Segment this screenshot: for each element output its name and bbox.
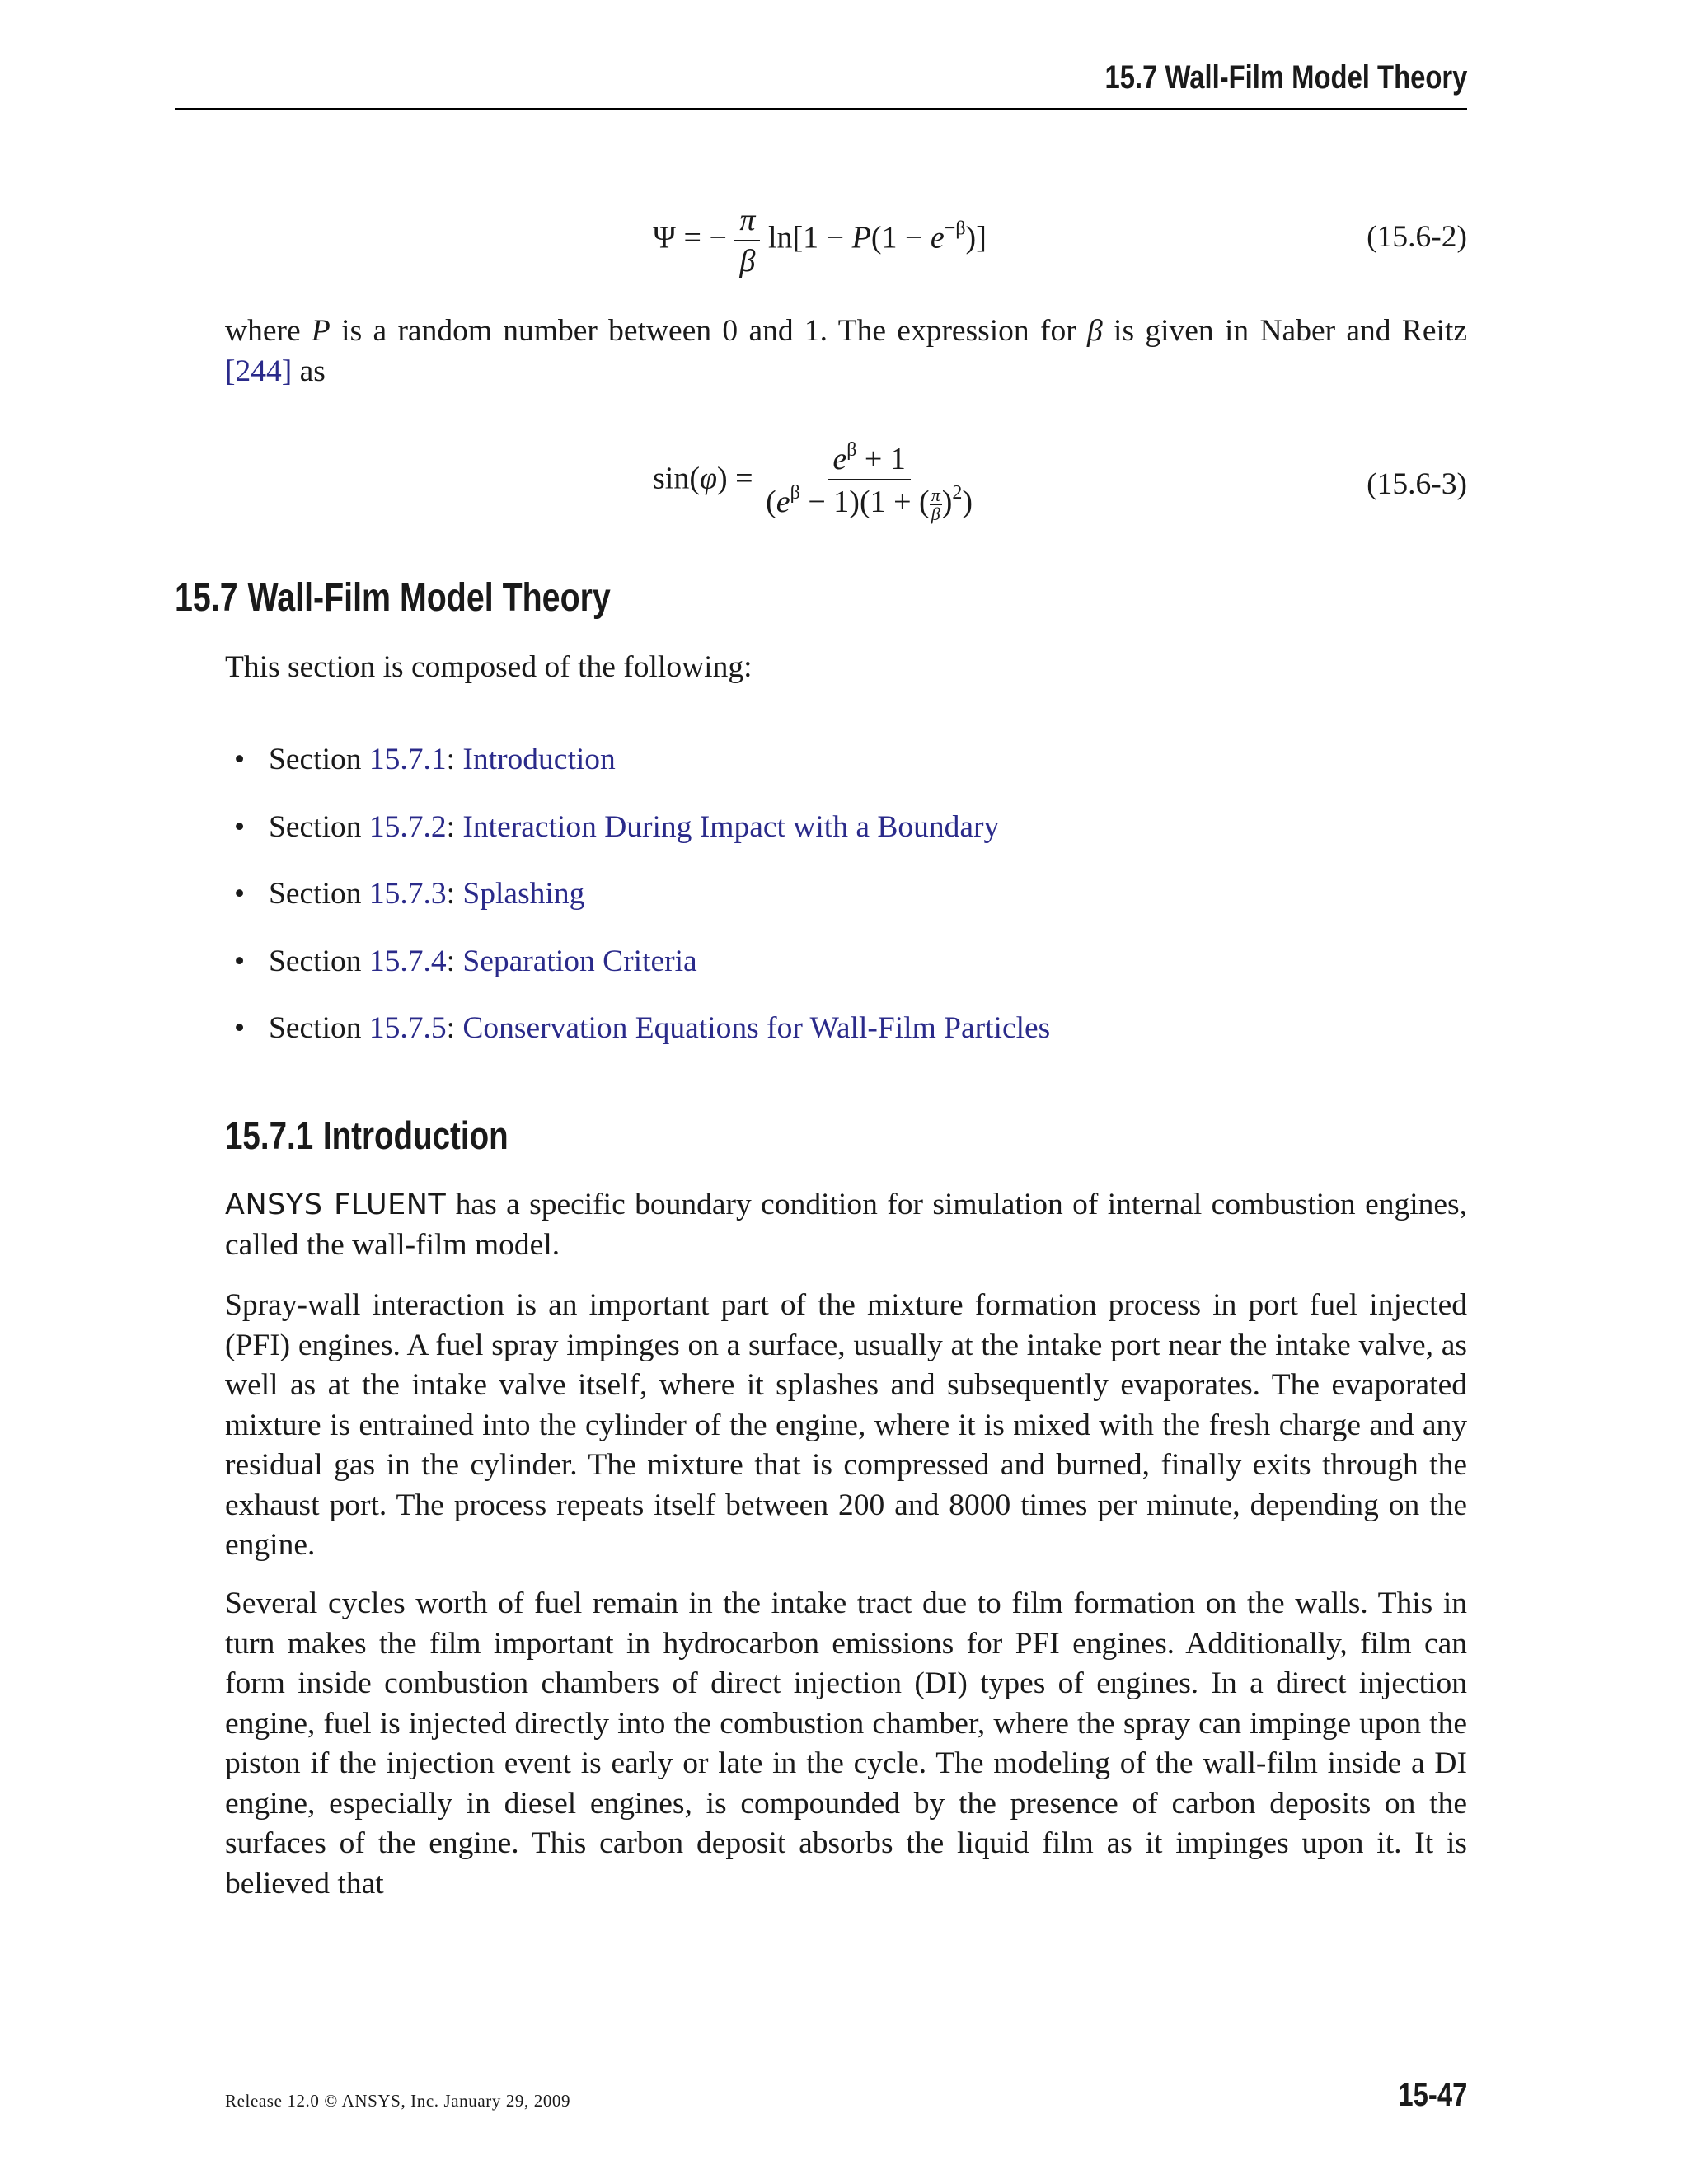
eq-frac-den — [761, 480, 978, 523]
eq-pi-over-beta — [930, 486, 942, 523]
subsection-heading — [225, 1113, 509, 1158]
toc-prefix: Section — [269, 809, 369, 844]
eq-fraction — [761, 439, 978, 523]
subsection-title: Introduction — [322, 1113, 509, 1157]
running-header-title: 15.7 Wall-Film Model Theory — [1104, 59, 1467, 96]
equation-number: (15.6-2) — [1367, 220, 1467, 254]
math-beta: β — [1087, 314, 1103, 348]
eq-den-c: ) — [941, 485, 953, 519]
toc-item: • Section 15.7.2: Interaction During Impact with a Boundary — [269, 809, 1050, 877]
toc-prefix: Section — [269, 877, 369, 911]
text: where — [225, 314, 312, 348]
eq-square: 2 — [952, 482, 963, 504]
toc-title-link[interactable]: Separation Criteria — [462, 944, 697, 978]
eq-rhs-c: )] — [965, 220, 987, 255]
paragraph-naber-reitz — [225, 312, 1467, 391]
eq-rhs-e: e — [930, 220, 945, 255]
footer-release: Release 12.0 © ANSYS, Inc. January 29, 2009 — [225, 2091, 571, 2111]
toc-item: • Section 15.7.4: Separation Criteria — [269, 944, 1050, 1011]
subsection-number: 15.7.1 — [225, 1113, 314, 1157]
eq-lhs: sin( — [653, 461, 700, 496]
math-p: P — [311, 314, 331, 348]
eq-frac-num: π — [734, 202, 760, 241]
product-name: ANSYS FLUENT — [225, 1188, 447, 1221]
toc-prefix: Section — [269, 1011, 369, 1045]
toc-item: • Section 15.7.1: Introduction — [269, 742, 1050, 809]
eq-lhs: Ψ = − — [653, 220, 727, 255]
toc-number-link[interactable]: 15.7.5 — [368, 1011, 447, 1045]
eq-e: e — [776, 485, 790, 519]
section-title: Wall-Film Model Theory — [247, 576, 611, 620]
toc-number-link[interactable]: 15.7.1 — [368, 743, 447, 776]
intro-paragraph-1 — [225, 1185, 1467, 1265]
text: has a specific boundary condition for simulation of internal combustion engines, called the wall-film model. — [225, 1188, 1467, 1262]
eq-den-b: − 1)(1 + ( — [799, 485, 930, 519]
eq-rhs-exp: −β — [944, 218, 966, 240]
equation-number: (15.6-3) — [1367, 467, 1467, 501]
eq-rhs-a: ln[1 − — [767, 220, 852, 255]
header-rule — [175, 108, 1467, 110]
toc-title-link[interactable]: Interaction During Impact with a Boundary — [462, 809, 1000, 844]
intro-paragraph-2: Spray-wall interaction is an important part of the mixture formation process in port fuel injected (PFI) engines. A fuel spray impinges on a surface, usually at the intake port near the intake valve, as well as at the intake valve itself, where it splashes and subsequently evaporates. The evaporated mixture is entrained into the cylinder of the engine, where it is mixed with the fresh charge and any residual gas in the cylinder. The mixture that is compressed and burned, finally exits through the exhaust port. The process repeats itself between 200 and 8000 times per minute, depending on the engine. — [225, 1288, 1467, 1562]
intro-paragraph-3: Several cycles worth of fuel remain in the intake tract due to film formation on the walls. This in turn makes the film important in hydrocarbon emissions for PFI engines. Additionally, film can form inside combustion chambers of direct injection (DI) types of engines. In a direct injection engine, fuel is injected directly into the combustion chamber, where the spray can impinge upon the piston if the injection event is early or late in the cycle. The modeling of the wall-film inside a DI engine, especially in diesel engines, is compounded by the presence of carbon deposits on the surfaces of the engine. This carbon deposit absorbs the liquid film as it impinges upon it. It is believed that — [225, 1586, 1467, 1900]
toc-item: • Section 15.7.3: Splashing — [269, 876, 1050, 944]
toc-number-link[interactable]: 15.7.3 — [368, 877, 447, 911]
eq-rhs-b: (1 − — [870, 220, 931, 255]
eq-num-rest: + 1 — [856, 442, 906, 476]
eq-beta: β — [931, 503, 940, 524]
toc-number-link[interactable]: 15.7.2 — [368, 809, 447, 844]
eq-fraction — [734, 202, 760, 279]
eq-exp: β — [790, 482, 800, 504]
equation-15-6-2 — [653, 202, 987, 279]
text: is given in Naber and Reitz — [1102, 314, 1467, 348]
eq-frac-num — [828, 439, 911, 480]
section-number: 15.7 — [175, 576, 238, 620]
page-number: 15-47 — [1398, 2077, 1467, 2113]
eq-phi: φ — [700, 461, 718, 496]
toc-number-link[interactable]: 15.7.4 — [368, 944, 447, 978]
citation-link[interactable]: [244] — [225, 354, 293, 388]
section-lead: This section is composed of the following: — [225, 650, 753, 684]
toc-title-link[interactable]: Conservation Equations for Wall-Film Particles — [462, 1011, 1051, 1045]
section-toc-list — [269, 742, 1050, 1078]
toc-item: • Section 15.7.5: Conservation Equations for Wall-Film Particles — [269, 1010, 1050, 1078]
eq-den-a: ( — [766, 485, 776, 519]
eq-lhs-end: ) = — [717, 461, 753, 496]
eq-e: e — [832, 442, 847, 476]
eq-den-d: ) — [962, 485, 973, 519]
text: as — [292, 354, 326, 388]
equation-15-6-3 — [653, 439, 978, 523]
section-heading — [175, 575, 611, 621]
toc-prefix: Section — [269, 743, 369, 776]
toc-title-link[interactable]: Splashing — [462, 877, 585, 911]
eq-exp: β — [846, 439, 857, 461]
eq-rhs-p: P — [851, 220, 871, 255]
toc-title-link[interactable]: Introduction — [462, 743, 616, 776]
toc-prefix: Section — [269, 944, 369, 978]
eq-pi: π — [931, 484, 940, 505]
eq-frac-den: β — [739, 244, 756, 279]
text: is a random number between 0 and 1. The expression for — [330, 314, 1088, 348]
